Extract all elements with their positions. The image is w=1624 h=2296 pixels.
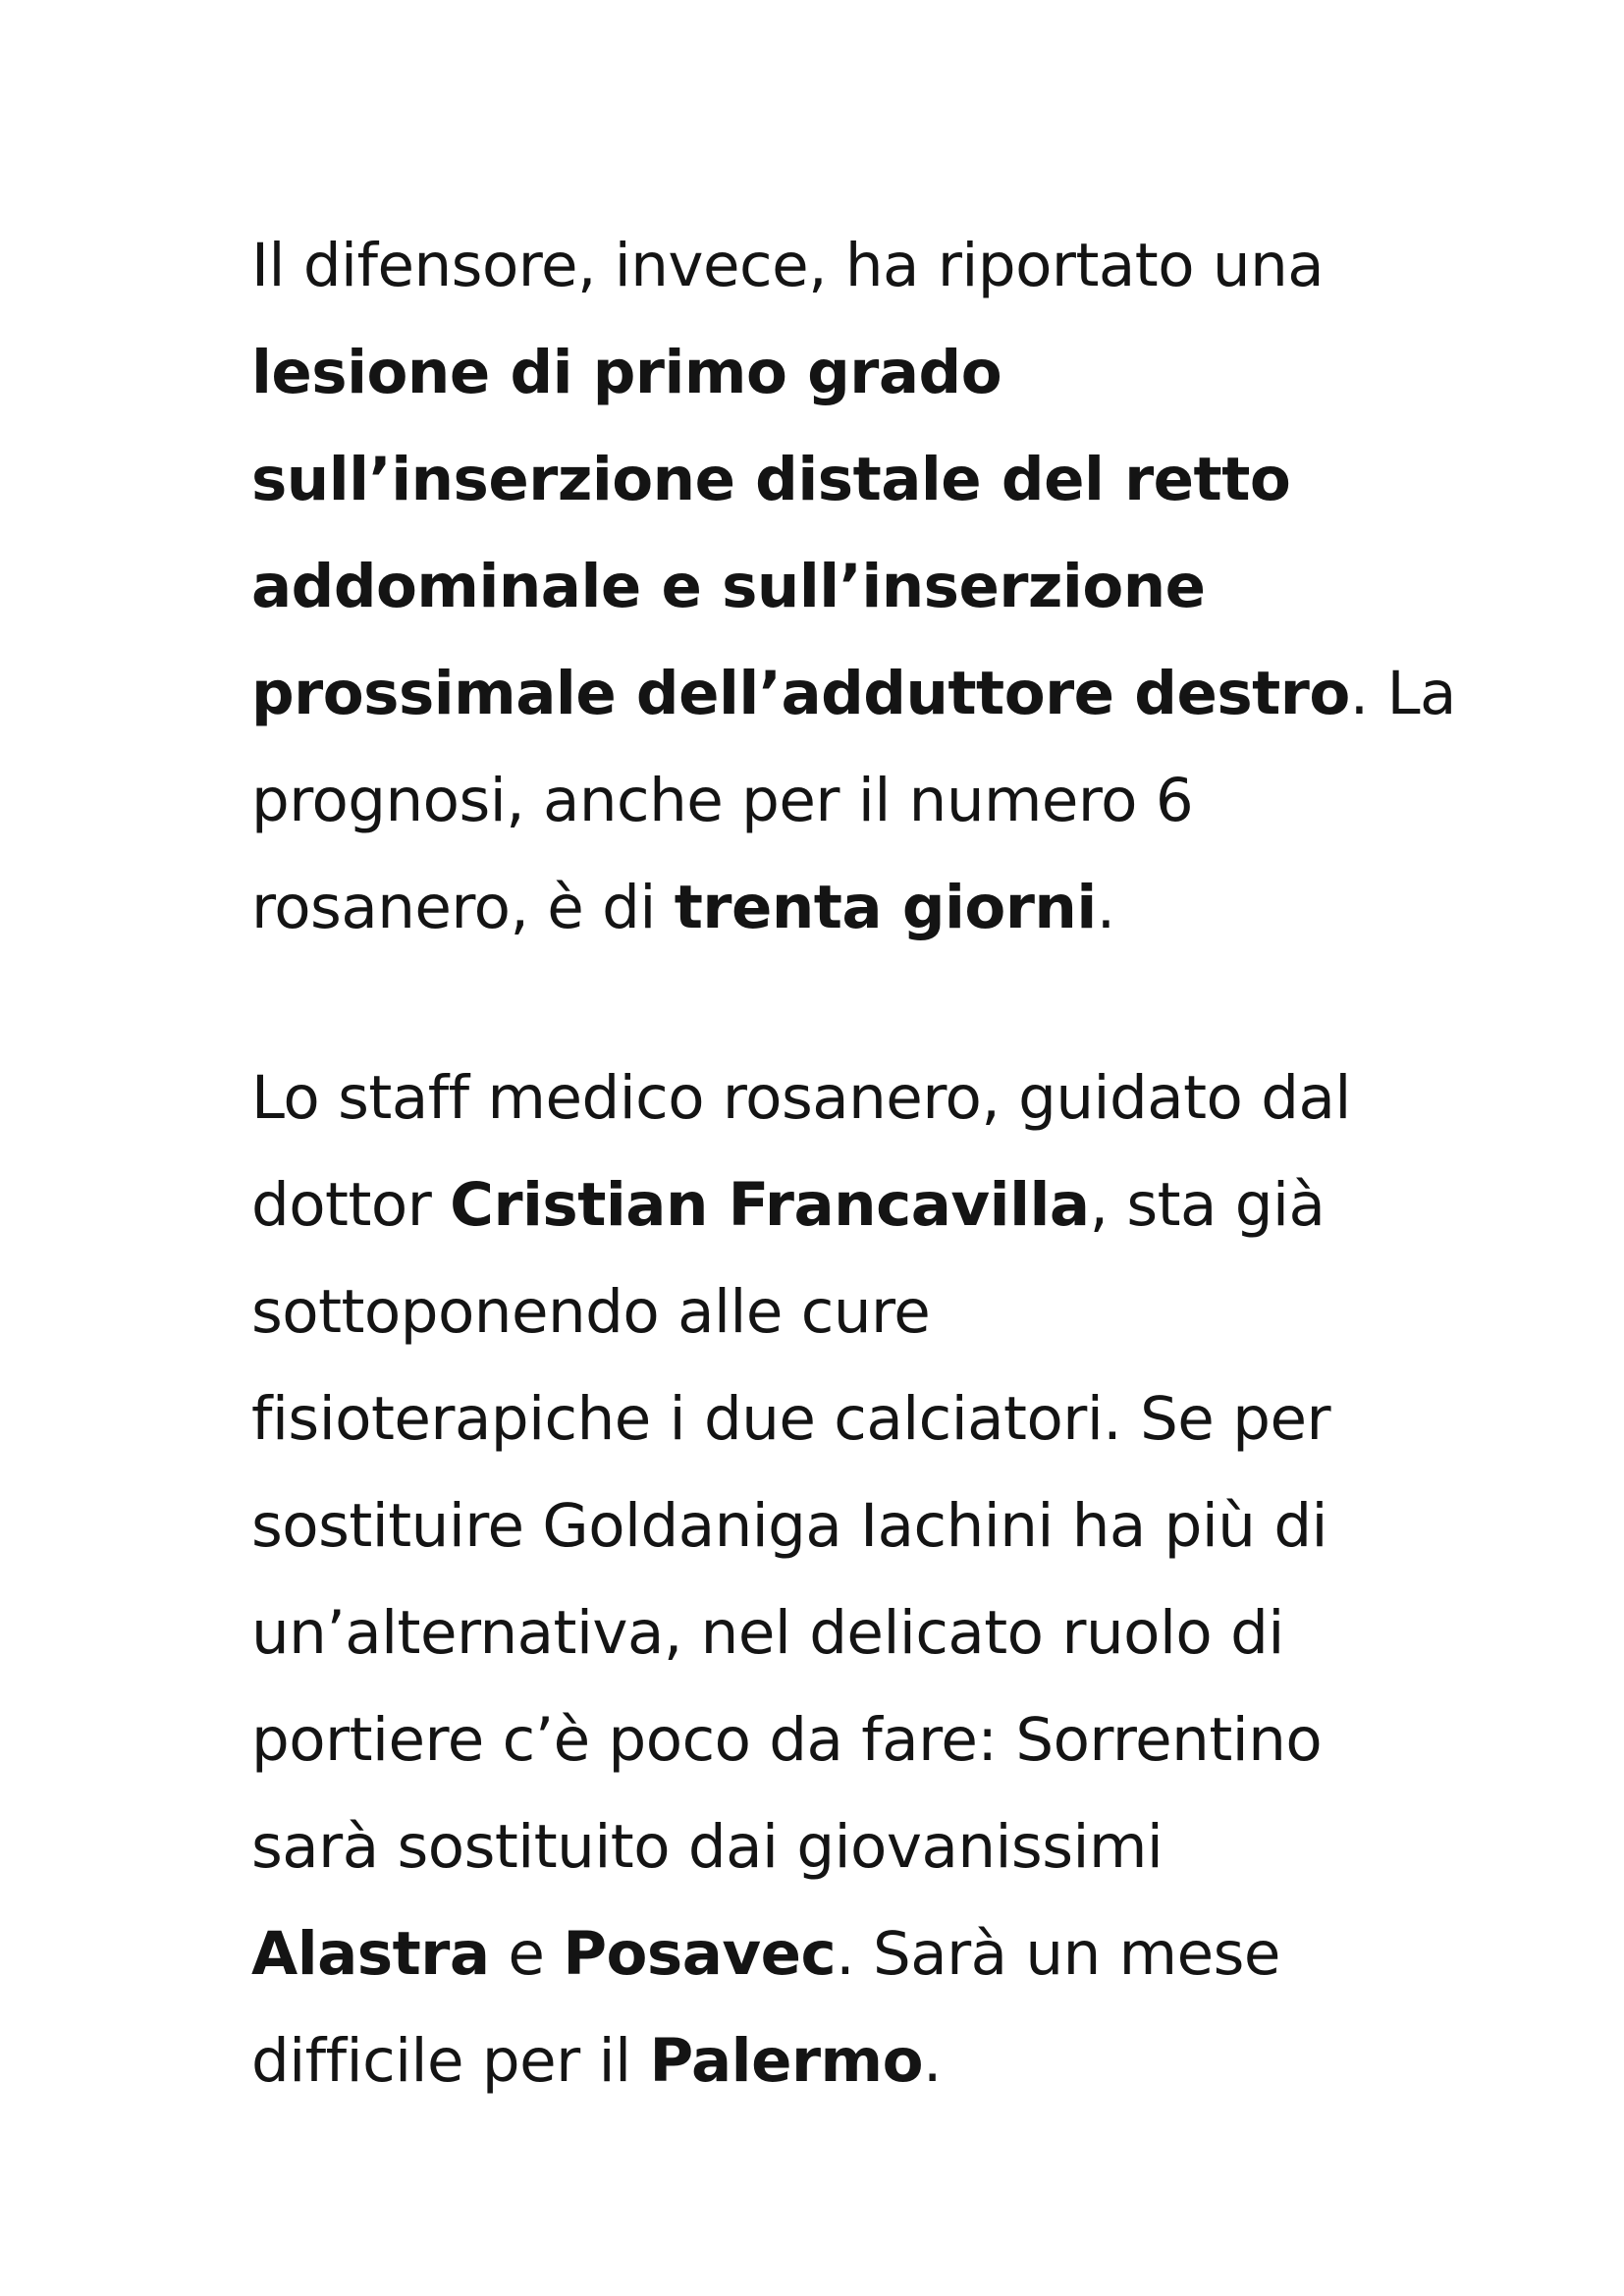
text-span: e [489,1919,564,1989]
text-span: . [1096,873,1115,942]
text-span: difficile per il [251,2026,650,2096]
text-span: Lo staff medico rosanero, guidato dal [251,1063,1351,1133]
paragraph-injury [251,212,1456,961]
text-span: sottoponendo alle cure [251,1277,931,1347]
text-span: fisioterapiche i due calciatori. Se per [251,1384,1331,1454]
text-span: sostituire Goldaniga Iachini ha più di [251,1491,1328,1561]
text-line [251,1793,1390,1900]
text-line [251,1686,1390,1793]
text-span: rosanero, è di [251,873,675,942]
text-span: . Sarà un mese [836,1919,1280,1989]
text-span: sarà sostituito dai giovanissimi [251,1812,1164,1882]
text-line [251,533,1390,640]
text-line [251,1365,1390,1472]
text-line [251,854,1390,961]
article-body [251,212,1456,2114]
bold-text: addominale e sull’inserzione [251,552,1206,621]
bold-text: trenta giorni [674,873,1097,942]
text-line [251,1258,1390,1365]
text-line [251,1579,1390,1686]
text-span: prognosi, anche per il numero 6 [251,766,1194,835]
bold-text: lesione di primo grado [251,338,1002,407]
bold-text: Palermo [649,2026,924,2096]
text-span: un’alternativa, nel delicato ruolo di [251,1598,1284,1668]
bold-text: Alastra [251,1919,490,1989]
text-span: Il difensore, invece, ha riportato una [251,231,1325,300]
text-line [251,2007,1390,2114]
text-line [251,640,1456,747]
text-line [251,1900,1390,2007]
bold-text: sull’inserzione distale del retto [251,445,1291,514]
bold-text: prossimale dell’adduttore destro [251,659,1350,728]
text-line [251,212,1390,319]
text-line [251,1472,1390,1579]
text-span: portiere c’è poco da fare: Sorrentino [251,1705,1323,1775]
text-span: dottor [251,1170,451,1240]
text-span: . La [1349,659,1456,728]
paragraph-staff [251,1044,1390,2114]
text-span: . [923,2026,942,2096]
text-line [251,1044,1390,1151]
bold-text: Cristian Francavilla [450,1170,1090,1240]
text-line [251,1151,1390,1258]
paragraph-spacer [251,961,1390,1044]
bold-text: Posavec [563,1919,837,1989]
text-line [251,426,1390,533]
text-line [251,319,1390,426]
text-line [251,747,1390,854]
text-span: , sta già [1089,1170,1326,1240]
